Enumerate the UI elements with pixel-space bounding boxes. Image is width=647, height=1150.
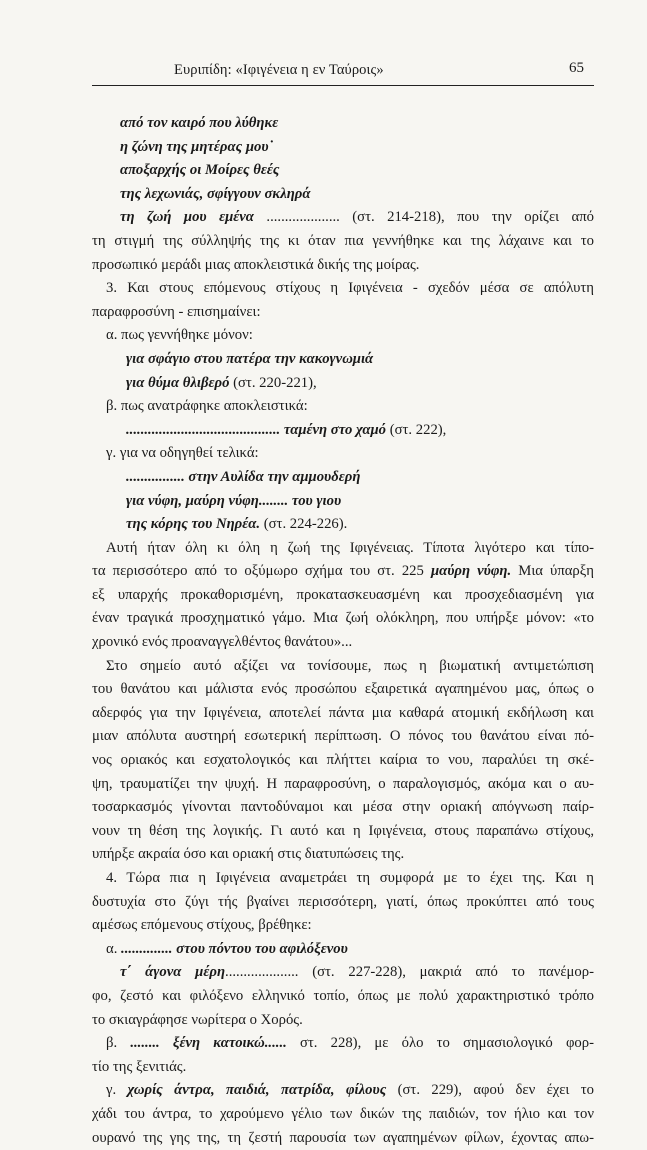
text-line (92, 254, 594, 278)
text-line (92, 324, 594, 348)
text-line (92, 867, 594, 891)
quoted-verse: μαύρη νύφη. (430, 563, 512, 580)
text-span: ουρανό της γης της, τη ζεστή παρουσία των αγαπημένων φίλων, έχοντας απω- (92, 1129, 594, 1146)
text-line (92, 1056, 594, 1080)
text-line (92, 584, 594, 608)
quoted-verse: αποξαρχής οι Μοίρες θεές (120, 162, 280, 179)
text-span: .................... (στ. 214-218), που την ορίζει από (253, 209, 594, 226)
text-span: 3. Και στους επόμενους στίχους η Ιφιγένεια - σχεδόν μέσα σε απόλυτη (106, 280, 594, 297)
text-line (92, 112, 594, 136)
text-span: τα περισσότερο από το οξύμωρο σχήμα του στ. 225 (92, 563, 431, 580)
running-header (92, 60, 592, 82)
text-span: (στ. 224-226). (260, 516, 348, 533)
text-span: α. (106, 940, 122, 957)
quoted-verse: .............. στου πόντου του αφιλόξενου (121, 940, 348, 957)
text-line (92, 1032, 594, 1056)
page-number: 65 (569, 60, 584, 76)
text-span: μιαν απόλυτα αυστηρή εσωτερική περίπτωση. Ο πόνος του θανάτου είναι πό- (92, 728, 594, 745)
text-span: προσωπικό μεράδι μιας αποκλειστικά δικής της μοίρας. (92, 256, 420, 273)
text-span: το σκιαγράφησε νωρίτερα ο Χορός. (92, 1011, 303, 1028)
text-line (92, 560, 594, 584)
text-line (92, 773, 594, 797)
text-span: (στ. 222), (386, 421, 447, 438)
text-line (92, 985, 594, 1009)
text-line (92, 843, 594, 867)
quoted-verse: από τον καιρό που λύθηκε (120, 115, 279, 131)
text-span: (στ. 220-221), (229, 374, 317, 391)
text-line (92, 938, 594, 962)
text-line (92, 1103, 594, 1127)
text-span: τοσαρκασμός γίνονται παντοδύναμοι και μέσα στην οριακή απόγνωση παίρ- (92, 799, 594, 816)
text-span: (στ. 229), αφού δεν έχει το (386, 1082, 594, 1099)
text-line (92, 159, 594, 183)
text-line (92, 796, 594, 820)
text-span: Αυτή ήταν όλη κι όλη η ζωή της Ιφιγένειας. Τίποτα λιγότερο και τίπο- (106, 539, 594, 556)
text-span: νος οριακός και εσχατολογικός και πλήττει καίρια το νου, παραλύει τη σκέ- (92, 752, 594, 769)
text-line (92, 1079, 594, 1103)
text-line (92, 442, 594, 466)
text-line (92, 725, 594, 749)
text-span: γ. (106, 1082, 128, 1099)
text-line (92, 914, 594, 938)
text-line (92, 277, 594, 301)
text-line (92, 513, 594, 537)
text-line (92, 820, 594, 844)
text-line (92, 891, 594, 915)
text-span: γ. για να οδηγηθεί τελικά: (106, 445, 259, 462)
quoted-verse: .......................................... (126, 421, 284, 438)
text-span: στ. 228), με όλο το σημασιολογικό φορ- (286, 1035, 594, 1052)
text-line (92, 749, 594, 773)
text-span: παραφροσύνη - επισημαίνει: (92, 303, 261, 320)
text-line (92, 490, 594, 514)
text-span: φο, ζεστό και φιλόξενο ελληνικό τοπίο, όπως με πολύ χαρακτηριστικό τρόπο (92, 987, 594, 1004)
text-span: υπήρξε ακραία όσο και οριακή στις διατυπώσεις της. (92, 846, 405, 863)
text-line (92, 466, 594, 490)
text-span: χάδι του άντρα, το χαρούμενο γέλιο των δικών της παιδιών, τον ήλιο και τον (92, 1105, 594, 1122)
text-span: β. πως ανατράφηκε αποκλειστικά: (106, 398, 308, 415)
text-span: εξ υπαρχής προκαθορισμένη, προκατασκευασμένη και προσχεδιασμένη για (92, 586, 594, 603)
running-title: Ευριπίδη: «Ιφιγένεια η εν Ταύροις» (174, 62, 384, 78)
text-span: του θανάτου και μάλιστα ενός προσώπου εξαιρετικά αγαπημένου μας, όπως ο (92, 681, 594, 698)
text-line (92, 206, 594, 230)
text-span: Στο σημείο αυτό αξίζει να τονίσουμε, πως η βιωματική αντιμετώπιση (106, 657, 594, 674)
text-span: αμέσως επόμενους στίχους, βρέθηκε: (92, 917, 312, 934)
quoted-verse: τ΄ άγονα μέρη (120, 964, 226, 981)
text-line (92, 183, 594, 207)
text-span: νουν τη θέση της λογικής. Γι αυτό και η Ιφιγένεια, στους παραπάνω στίχους, (92, 822, 594, 839)
text-line (92, 961, 594, 985)
text-line (92, 395, 594, 419)
text-line (92, 607, 594, 631)
text-line (92, 136, 594, 160)
quoted-verse: ταμένη στο χαμό (283, 421, 387, 438)
text-line (92, 301, 594, 325)
text-line (92, 419, 594, 443)
text-line (92, 678, 594, 702)
text-span: β. (106, 1035, 131, 1052)
quoted-verse: ........ ξένη κατοικώ...... (130, 1035, 287, 1052)
text-span: τη στιγμή της σύλληψής της κι όταν πια γεννήθηκε και της λάχαινε και το (92, 232, 594, 249)
text-line (92, 372, 594, 396)
text-span: ψη, τραυματίζει την ψυχή. Η παραφροσύνη, ο παραλογισμός, ακόμα και ο αυ- (92, 775, 594, 792)
text-line (92, 631, 594, 655)
quoted-verse: χωρίς άντρα, παιδιά, πατρίδα, φίλους (127, 1082, 387, 1099)
quoted-verse: τη ζωή μου εμένα (120, 209, 254, 226)
text-line (92, 230, 594, 254)
text-span: δυστυχία στο ζύγι τής βγαίνει περισσότερη, γιατί, όπως προκύπτει από τους (92, 893, 594, 910)
text-span: χρονικό ενός προαναγγελθέντος θανάτου»... (92, 634, 353, 651)
text-span: τίο της ξενιτιάς. (92, 1058, 187, 1075)
quoted-verse: ................ στην Αυλίδα την αμμουδερή (126, 468, 361, 485)
text-line (92, 348, 594, 372)
text-line (92, 1009, 594, 1033)
text-line (92, 655, 594, 679)
text-line (92, 537, 594, 561)
text-span: έναν τραγικά προσχηματικό γάμο. Μια ζωή ολόκληρη, που υπήρξε μόνον: «το (92, 610, 594, 627)
header-rule (92, 85, 594, 86)
text-line (92, 1127, 594, 1150)
text-span: 4. Τώρα πια η Ιφιγένεια αναμετράει τη συμφορά με το έχει της. Και η (106, 870, 594, 886)
quoted-verse: για νύφη, μαύρη νύφη........ του γιου (126, 492, 342, 509)
quoted-verse: της λεχωνιάς, σφίγγουν σκληρά (120, 185, 311, 202)
text-span: αδερφός για την Ιφιγένεια, αποτελεί πάντα μια καθαρά ατομική εκδήλωση και (92, 704, 594, 721)
page-body (92, 112, 594, 1150)
quoted-verse: της κόρης του Νηρέα. (126, 516, 261, 533)
text-span: α. πως γεννήθηκε μόνον: (106, 327, 253, 344)
text-span: Μια ύπαρξη (511, 563, 594, 580)
quoted-verse: για θύμα θλιβερό (126, 374, 230, 391)
quoted-verse: για σφάγιο στου πατέρα την κακογνωμιά (126, 350, 374, 367)
text-span: .................... (στ. 227-228), μακριά από το πανέμορ- (225, 964, 594, 981)
text-line (92, 702, 594, 726)
quoted-verse: η ζώνη της μητέρας μου˙ (120, 138, 274, 155)
